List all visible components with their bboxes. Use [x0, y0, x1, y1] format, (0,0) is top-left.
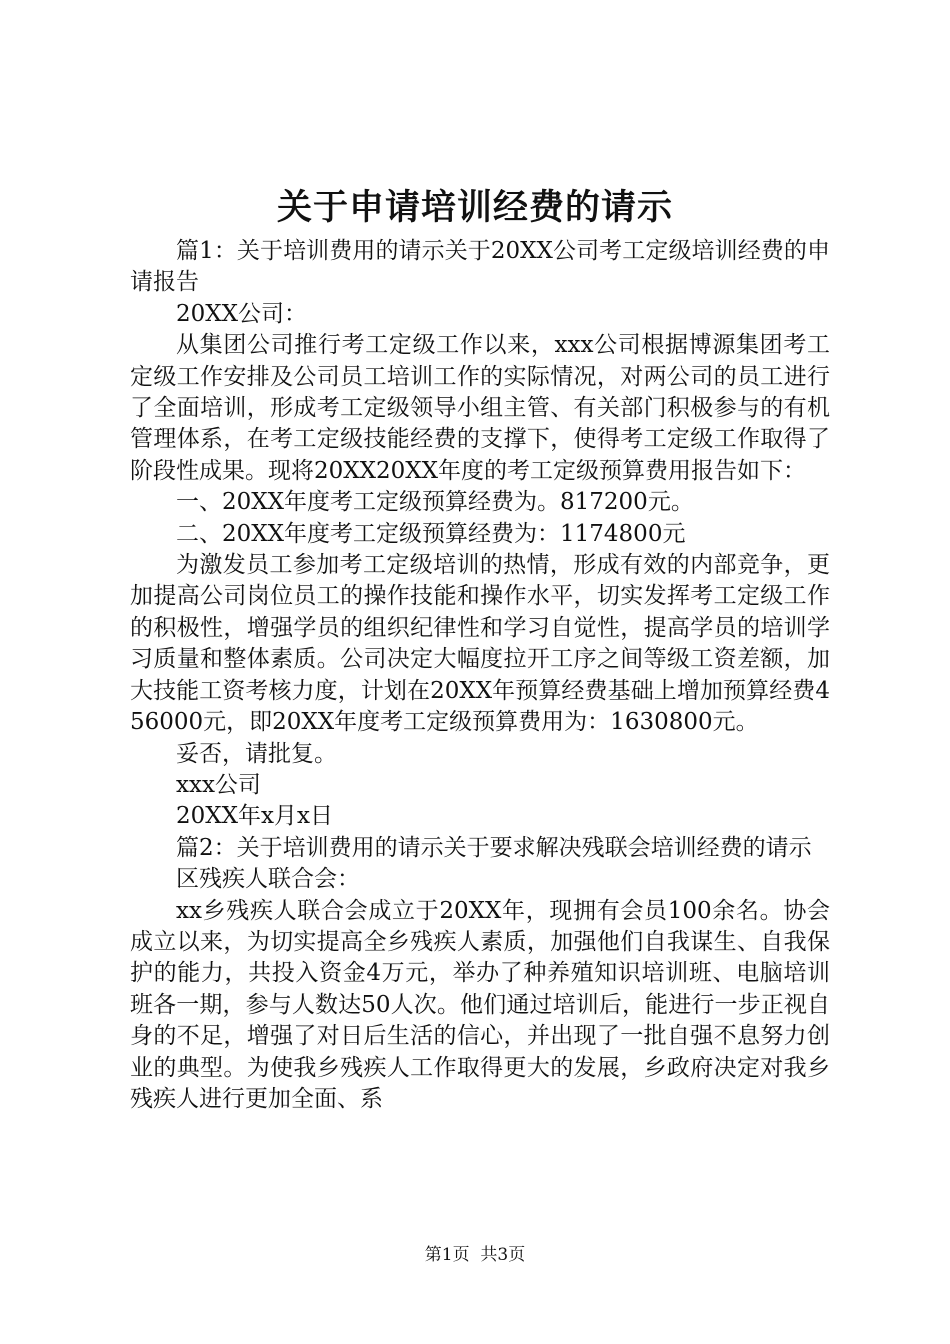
paragraph-9: 20XX年x月x日 [176, 803, 333, 830]
paragraph-7: 妥否，请批复。 [176, 740, 337, 767]
document-body [130, 236, 830, 1115]
paragraph-12: xx乡残疾人联合会成立于20XX年，现拥有会员100余名。协会成立以来，为切实提高全乡残疾人素质，加强他们自我谋生、自我保护的能力，共投入资金4万元，举办了种养殖知识培训班、电脑培训班各一期，参与人数达50人次。他们通过培训后，能进行一步正视自身的不足，增强了对日后生活的信心，并出现了一批自强不息努力创业的典型。为使我乡残疾人工作取得更大的发展，乡政府决定对我乡残疾人进行更加全面、系 [130, 897, 830, 1112]
document-title: 关于申请培训经费的请示 [276, 187, 673, 228]
page-total: 共3页 [480, 1245, 526, 1265]
paragraph-6: 为激发员工参加考工定级培训的热情，形成有效的内部竞争，更加提高公司岗位员工的操作技能和操作水平，切实发挥考工定级工作的积极性，增强学员的组织纪律性和学习自觉性，提高学员的培训学习质量和整体素质。公司决定大幅度拉开工序之间等级工资差额，加大技能工资考核力度，计划在20XX年预算经费基础上增加预算经费456000元，即20XX年度考工定级预算费用为：1630800元。 [130, 552, 830, 736]
paragraph-3: 从集团公司推行考工定级工作以来，xxx公司根据博源集团考工定级工作安排及公司员工培训工作的实际情况，对两公司的员工进行了全面培训，形成考工定级领导小组主管、有关部门积极参与的有机管理体系，在考工定级技能经费的支撑下，使得考工定级工作取得了阶段性成果。现将20XX20XX年度的考工定级预算费用报告如下： [130, 332, 830, 484]
page-number: 第1页 [424, 1245, 470, 1265]
paragraph-2: 20XX公司： [176, 300, 308, 327]
paragraph-11: 区残疾人联合会： [176, 866, 360, 893]
paragraph-4: 一、20XX年度考工定级预算经费为。817200元。 [176, 489, 694, 516]
paragraph-8: xxx公司 [176, 771, 261, 798]
page-footer [0, 1244, 950, 1266]
paragraph-1: 篇1：关于培训费用的请示关于20XX公司考工定级培训经费的申请报告 [130, 238, 830, 296]
paragraph-5: 二、20XX年度考工定级预算经费为：1174800元 [176, 520, 686, 547]
paragraph-10: 篇2：关于培训费用的请示关于要求解决残联会培训经费的请示 [176, 834, 812, 861]
